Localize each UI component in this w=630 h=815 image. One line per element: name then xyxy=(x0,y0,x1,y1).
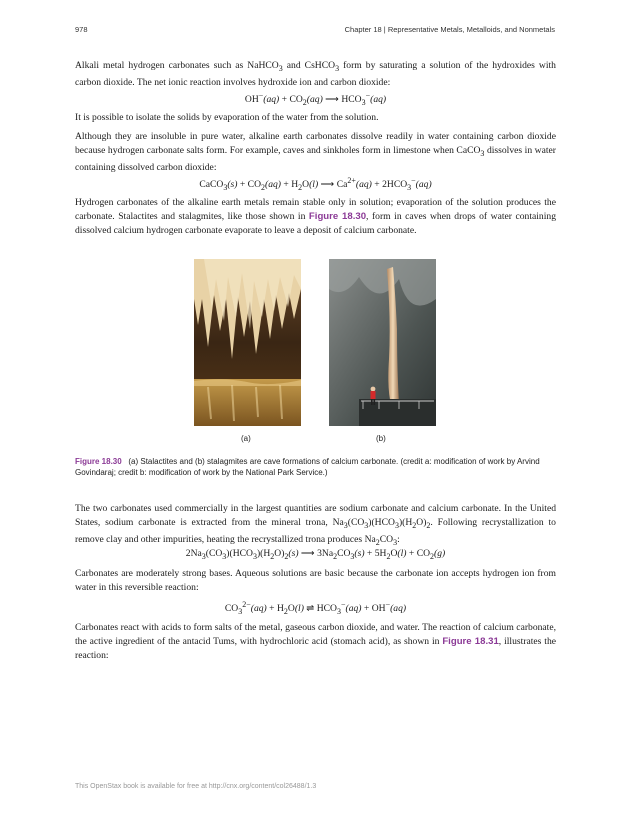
equation-limestone-dissolution: CaCO$_3$(s) + $CO_2(aq) + H_2O(l)$ ⟶ $Ca^{2+}(aq) + 2HCO_3^-(aq)$ xyxy=(199,176,432,193)
paragraph-alkali-hydrogen-carbonates: Alkali metal hydrogen carbonates such as NaHCO$_3$ and CsHCO$_3$ form by saturating a solution of the hydroxides with carbon dioxide. The net ionic reaction involves hydroxide ion and carbon dioxide: xyxy=(75,60,556,88)
figure-caption-label: Figure 18.30 xyxy=(75,457,122,466)
paragraph-isolate-solids: It is possible to isolate the solids by evaporation of the water from the solution. xyxy=(75,112,379,123)
figure-label-a: (a) xyxy=(241,434,251,443)
page-number: 978 xyxy=(75,25,88,34)
figure-caption xyxy=(75,456,556,478)
paragraph-carbonates-acids: Carbonates react with acids to form salts of the metal, gaseous carbon dioxide, and water. The reaction of calcium carbonate, the active ingredient of the antacid Tums, with hydrochloric acid (stomach acid), as shown in Figure 18.31, illustrates the reaction: xyxy=(75,622,556,661)
chapter-title: Chapter 18 | Representative Metals, Metalloids, and Nonmetals xyxy=(344,25,555,34)
paragraph-commercial-carbonates: The two carbonates used commercially in the largest quantities are sodium carbonate and calcium carbonate. In the United States, sodium carbonate is extracted from the mineral trona, $Na_3(CO_3)(HCO_3)(H_2O)_2$. Following recrystallization to remove clay and other impurities, heating the recrystallized trona produces $Na_2CO_3$: xyxy=(75,503,556,547)
figure-caption-text: (a) Stalactites and (b) stalagmites are cave formations of calcium carbonate. (credit a: modification of work by Arvind Govindaraj; credit b: modification of work by the National Park Service.) xyxy=(75,457,540,477)
paragraph-carbonates-bases: Carbonates are moderately strong bases. Aqueous solutions are basic because the carbonate ion accepts hydrogen ion from water in this reversible reaction: xyxy=(75,568,556,593)
figure-18-31-link[interactable]: Figure 18.31 xyxy=(442,636,499,647)
equation-trona-heating: $2Na_3(CO_3)(HCO_3)(H_2O)_2(s)$ ⟶ $3Na_2CO_3(s) + 5H_2O(l) + CO_2(g)$ xyxy=(185,548,446,561)
figure-label-b: (b) xyxy=(376,434,386,443)
paragraph-alkaline-earth-carbonates: Although they are insoluble in pure water, alkaline earth carbonates dissolve readily in water containing carbon dioxide because hydrogen carbonate salts form. For example, caves and sinkholes form in limestone when CaCO$_3$ dissolves in water containing dissolved carbon dioxide: xyxy=(75,131,556,173)
stalactites-photo xyxy=(194,259,301,426)
figure-18-30-link[interactable]: Figure 18.30 xyxy=(308,211,367,222)
paragraph-stalactites: Hydrogen carbonates of the alkaline earth metals remain stable only in solution; evaporation of the solution produces the carbonate. Stalactites and stalagmites, like those shown in Figure 18.30, form in caves when drops of water containing dissolved calcium hydrogen carbonate evaporate to leave a deposit of calcium carbonate. xyxy=(75,197,556,236)
stalagmite-photo xyxy=(329,259,436,426)
page-footer: This OpenStax book is available for free at http://cnx.org/content/col26488/1.3 xyxy=(75,783,317,790)
equation-carbonate-hydrolysis: $CO_3^{2-}(aq) + H_2O(l)$ ⇌ $HCO_3^-(aq) + OH^-(aq)$ xyxy=(224,600,407,617)
equation-hydroxide-co2: $OH^-(aq) + CO_2(aq)$ ⟶ $HCO_3^-(aq)$ xyxy=(244,91,387,108)
